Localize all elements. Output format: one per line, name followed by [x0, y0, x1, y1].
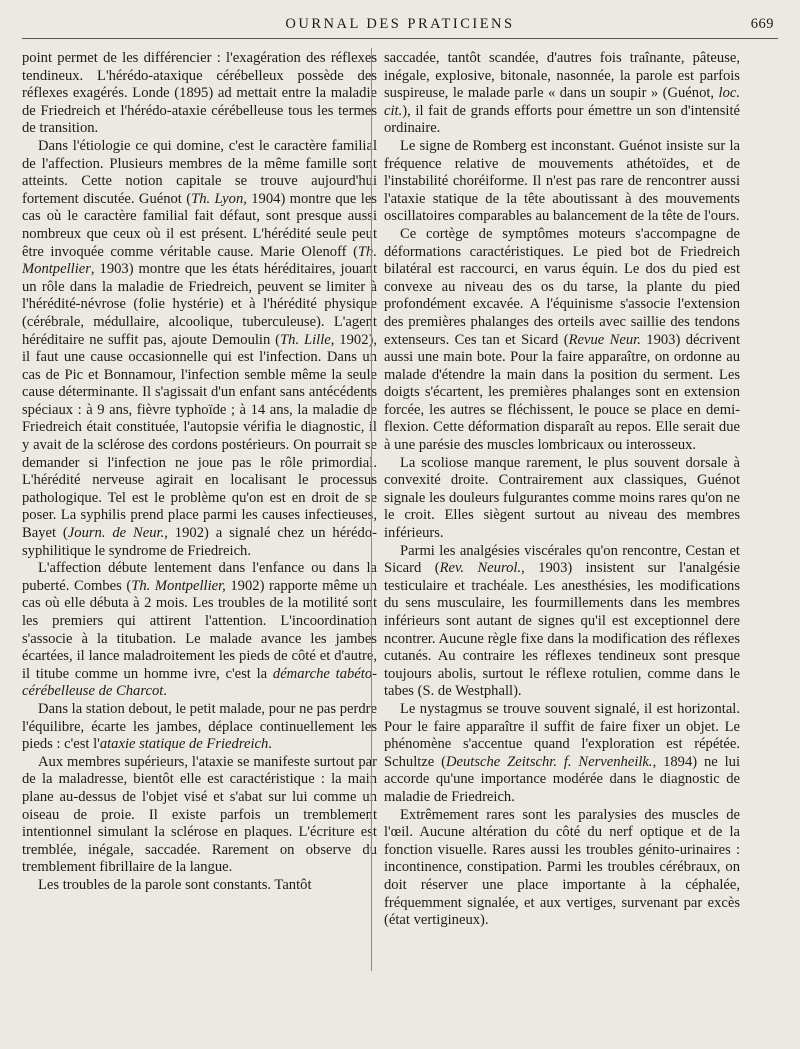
text-run: saccadée, tantôt scandée, d'autres fois traînante, pâteuse, inégale, explosive, bitonale, nasonnée, la parole est parfois suspireuse, le malade parle « dans un soupir » (Guénot,: [384, 50, 740, 102]
text-run: Aux membres supérieurs, l'ataxie se manifeste surtout par de la maladresse, bientôt elle est caractéristique : la main plane au-dessus de l'objet visé et s'abat sur lui comme un oiseau de proie. Il existe parfois un tremblement intentionnel simulant la sclérose en plaques. L'écriture est tremblée, inégale, saccadée. Rarement on observe du tremblement fibrillaire de la langue.: [22, 753, 377, 876]
text-run: ), il fait de grands efforts pour émettre un son d'intensité ordinaire.: [384, 102, 740, 137]
italic-citation: Th. Montpellier,: [131, 577, 226, 594]
text-run: Les troubles de la parole sont constants. Tantôt: [38, 876, 312, 893]
right-column: [384, 50, 740, 930]
italic-citation: Th. Lyon: [191, 190, 244, 207]
paragraph: [384, 455, 740, 543]
italic-citation: Journ. de Neur.: [67, 525, 165, 542]
text-run: 1903) décrivent aussi une main bote. Pour la faire apparaître, on ordonne au malade d'étendre la main dans la position du serment. Les doigts s'écartent, les premières phalanges sont en extension forcée, les autres se fléchissent, le pouce se place en demi-flexion. Cette déformation disparaît au repos. Elle serait due à une parésie des muscles lombricaux ou interosseux.: [384, 331, 740, 454]
paragraph: [384, 543, 740, 701]
text-run: Extrêmement rares sont les paralysies des muscles de l'œil. Aucune altération du côté du nerf optique et de la fonction visuelle. Rares aussi les troubles génito-urinaires : incontinence, constipation. Parmi les troubles cérébraux, on doit réserver une place importante à la céphalée, fréquemment signalée, et aux vertiges, survenant par excès (état vertigineux).: [384, 806, 740, 929]
italic-citation: Deutsche Zeitschr. f. Nervenheilk.: [445, 753, 653, 770]
paragraph: [22, 138, 377, 560]
text-run: Le signe de Romberg est inconstant. Guénot insiste sur la fréquence relative de mouvements athétoïdes, et de l'instabilité choréiforme. Il n'est pas rare de rencontrer aussi l'ataxie statique de la tête aboutissant à des mouvements oscillatoires comparables au balancement de la tête de l'ours.: [384, 137, 740, 225]
paragraph: [384, 138, 740, 226]
italic-citation: loc. cit.: [384, 85, 740, 119]
paragraph: [22, 560, 377, 701]
left-column: [22, 50, 377, 895]
column-divider: [371, 48, 372, 971]
running-header: [22, 14, 778, 39]
text-run: Ce cortège de symptômes moteurs s'accompagne de déformations caractéristiques. Le pied bot de Friedreich bilatéral est raccourci, en varus équin. Le dos du pied est convexe au niveau des os du tarse, la plante du pied profondément excavée. A l'équinisme s'associe l'extension des premières phalanges des orteils avec saillie des tendons extenseurs. Ces tan et Sicard (: [384, 225, 740, 348]
text-run: L'affection débute lentement dans l'enfance ou dans la puberté. Combes (: [22, 560, 377, 594]
italic-citation: démarche tabéto-cérébelleuse de Charcot: [22, 665, 377, 700]
paragraph: [384, 701, 740, 807]
italic-citation: ataxie statique de Friedreich: [99, 736, 269, 753]
page-number: 669: [750, 16, 774, 32]
text-run: Dans l'étiologie ce qui domine, c'est le caractère familial de l'affection. Plusieurs membres de la même famille sont atteints. Cette notion capitale se trouve aujourd'hui fortement discutée. Guénot (: [22, 137, 377, 207]
paragraph: [22, 701, 377, 754]
text-run: point permet de les différencier : l'exagération des réflexes tendineux. L'hérédo-ataxique cérébelleux possède des réflexes exagérés. Londe (1895) ad mettait entre la maladie de Friedreich et l'hérédo-ataxie cérébelleuse tous les termes de transition.: [22, 50, 377, 137]
text-run: Le nystagmus se trouve souvent signalé, il est horizontal. Pour le faire apparaître il suffit de faire fixer un objet. Le phénomène s'accentue quand l'exploration est répétée. Schultze (: [384, 700, 740, 770]
italic-citation: Revue Neur.: [568, 331, 641, 348]
journal-title: OURNAL DES PRATICIENS: [285, 16, 515, 32]
text-run: , 1903) insistent sur l'analgésie testiculaire et trachéale. Les anesthésies, les modifications du sens musculaire, les fourmillements dans les membres inférieurs sont autant de signes qu'il est exceptionnel dere ncontrer. Aucune règle fixe dans la modification des réflexes cutanés. Au contraire les réflexes tendineux sont presque toujours abolis, surtout le réflexe rotulien, comme dans le tabes (S. de Westphall).: [384, 560, 740, 700]
text-run: Dans la station debout, le petit malade, pour ne pas perdre l'équilibre, écarte les jambes, déplace continuellement les pieds : c'est l': [22, 700, 377, 753]
italic-citation: Th. Montpellier: [22, 243, 377, 278]
text-run: Parmi les analgésies viscérales qu'on rencontre, Cestan et Sicard (: [384, 542, 740, 577]
paragraph: [22, 877, 377, 895]
text-run: , 1904) montre que les cas où le caractère familial fait défaut, sont presque aussi nombreux que ceux où il est présent. L'hérédité seule peut être invoquée comme véritable cause. Marie Olenoff (: [22, 190, 377, 260]
paragraph: [384, 807, 740, 930]
italic-citation: Th. Lille: [280, 331, 331, 348]
paragraph: [384, 50, 740, 138]
text-run: 1902) rapporte même un cas où elle débuta à 2 mois. Les troubles de la motilité sont les premiers qui attirent l'attention. L'incoordination s'associe à la titubation. Le malade avance les jambes écartées, il lance maladroitement les pieds de côté et d'autre, il titube comme un homme ivre, c'est la: [22, 577, 378, 682]
italic-citation: Rev. Neurol.: [439, 560, 522, 577]
text-run: , 1902) a signalé chez un hérédo-syphilitique le syndrome de Friedreich.: [22, 525, 377, 559]
paragraph: [22, 754, 377, 877]
text-run: .: [268, 736, 272, 753]
paragraph: [22, 50, 377, 138]
paragraph: [384, 226, 740, 455]
text-run: La scoliose manque rarement, le plus souvent dorsale à convexité droite. Contrairement aux classiques, Guénot signale les douleurs fulgurantes comme moins rares qu'on ne le croit. Elles siègent surtout au niveau des membres inférieurs.: [384, 454, 740, 542]
text-run: , 1894) ne lui accorde qu'une importance modérée dans le diagnostic de maladie de Friedreich.: [384, 753, 741, 805]
text-run: , 1902), il faut une cause occasionnelle qui est l'infection. Dans un cas de Pic et Bonnamour, l'infection semble même la seule cause déterminante. Il s'agissait d'un enfant sans antécédents spéciaux : à 9 ans, fièvre typhoïde ; à 14 ans, la maladie de Friedreich était constituée, l'autopsie vérifia le diagnostic, il y avait de la sclérose des cordons postérieurs. On pourrait se demander si l'infection ne joue pas le rôle primordial. L'hérédité nerveuse agirait en localisant le processus pathologique. Tel est le problème qu'on est en droit de se poser. La syphilis prend place parmi les causes infectieuses, Bayet (: [22, 331, 378, 542]
text-run: , 1903) montre que les états héréditaires, jouant un rôle dans la maladie de Friedreich, peuvent se limiter à l'hérédité-névrose (folie hystérie) et à l'hérédité physique (cérébrale, médullaire, alcoolique, tuberculeuse). L'agent héréditaire ne suffit pas, ajoute Demoulin (: [22, 261, 377, 348]
text-run: .: [163, 683, 167, 700]
